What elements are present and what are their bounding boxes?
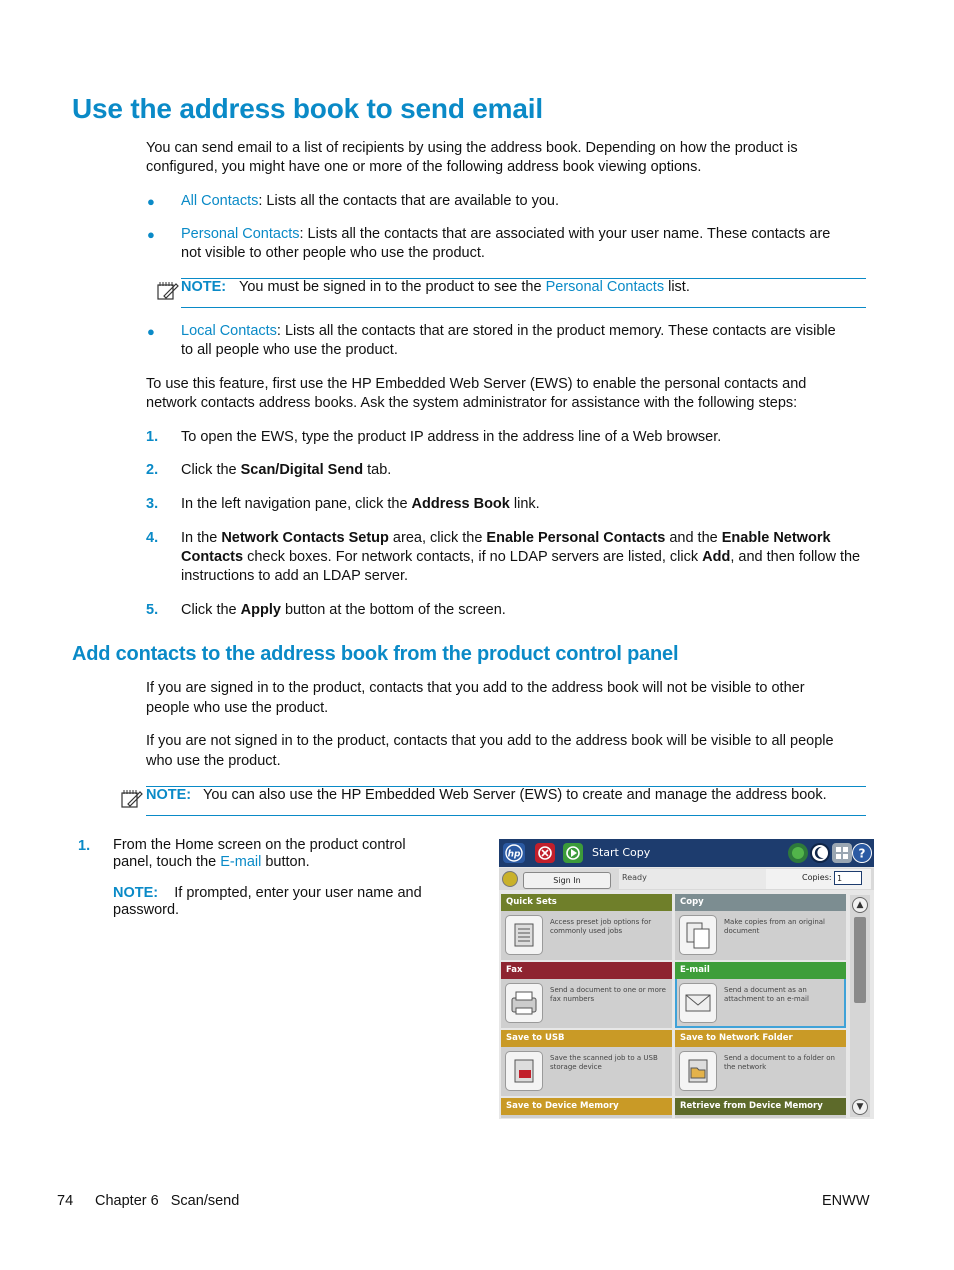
- step-text-part: tab.: [363, 462, 392, 478]
- all-contacts-link[interactable]: All Contacts: [181, 193, 259, 209]
- tile-quick-sets[interactable]: [501, 894, 672, 960]
- step-number: 1.: [146, 429, 159, 445]
- step-text: [181, 461, 871, 480]
- option-text: : Lists all the contacts that are available to you.: [258, 193, 560, 209]
- tile-description: Send a document to one or more fax numbers: [550, 986, 666, 1003]
- para-line: who use the product.: [146, 753, 281, 769]
- tile-title: Copy: [675, 894, 846, 911]
- note-label: NOTE:: [146, 787, 192, 803]
- scrollbar[interactable]: [850, 895, 870, 1117]
- start-copy-label[interactable]: Start Copy: [592, 846, 651, 859]
- option-text: : Lists all the contacts that are stored in the product memory. These contacts are visible: [276, 323, 836, 339]
- option-all-contacts: [181, 192, 871, 211]
- help-icon[interactable]: [852, 843, 872, 863]
- step-text: [181, 495, 871, 514]
- intro-paragraph: You can send email to a list of recipients by using the address book. Depending on how the product is configured, you might have one or more of the following address book viewing options.: [146, 140, 798, 175]
- tile-copy[interactable]: [675, 894, 846, 960]
- ui-term: Network Contacts Setup: [221, 530, 389, 546]
- tile-title: E-mail: [675, 962, 846, 979]
- page-title: Use the address book to send email: [72, 93, 543, 124]
- folder-icon: [679, 1051, 717, 1091]
- bullet-marker: ●: [147, 324, 155, 339]
- step-text-part: In the: [181, 530, 222, 546]
- tile-title: Save to Device Memory: [501, 1098, 672, 1115]
- svg-text:?: ?: [858, 846, 866, 861]
- footer-right: ENWW: [822, 1193, 870, 1209]
- hp-logo-icon: [503, 843, 525, 863]
- ui-term: Scan/Digital Send: [240, 462, 364, 478]
- option-local-contacts: [181, 322, 871, 360]
- scroll-down-icon[interactable]: ▼: [852, 1099, 868, 1115]
- personal-contacts-link[interactable]: Personal Contacts: [545, 279, 665, 295]
- quick-sets-icon: [505, 915, 543, 955]
- svg-text:hp: hp: [507, 849, 521, 860]
- option-text: : Lists all the contacts that are associated with your user name. These contacts are: [299, 226, 831, 242]
- ui-term: Address Book: [411, 496, 510, 512]
- step-text-part: button at the bottom of the screen.: [280, 602, 506, 618]
- tile-title: Quick Sets: [501, 894, 672, 911]
- para-line: people who use the product.: [146, 700, 329, 716]
- control-panel-topbar: [499, 839, 874, 867]
- stop-icon[interactable]: [535, 843, 555, 863]
- procedure-line-part: button.: [261, 854, 310, 870]
- option-text-line2: to all people who use the product.: [181, 342, 398, 358]
- control-panel-screenshot: [499, 839, 874, 1119]
- ui-term: Enable Network: [721, 530, 831, 546]
- note-text-after: list.: [664, 279, 690, 295]
- step-text: [181, 529, 881, 586]
- ui-term: Apply: [240, 602, 281, 618]
- note-text-before: You must be signed in to the product to see the: [239, 279, 546, 295]
- step-text-part: link.: [509, 496, 540, 512]
- procedure-line-part: panel, touch the: [113, 854, 221, 870]
- note-icon: [121, 788, 143, 814]
- control-panel-status-bar: [499, 868, 874, 890]
- step-text-part: check boxes. For network contacts, if no LDAP servers are listed, click: [243, 549, 703, 565]
- option-text-line2: not visible to other people who use the product.: [181, 245, 485, 261]
- chapter-label: Chapter 6 Scan/send: [95, 1193, 240, 1209]
- ews-line: To use this feature, first use the HP Embedded Web Server (EWS) to enable the personal contacts and: [146, 376, 807, 392]
- step-number: 5.: [146, 602, 159, 618]
- note-icon: [157, 280, 179, 306]
- step-number: 2.: [146, 462, 159, 478]
- step-number: 1.: [78, 838, 91, 854]
- step-number: 3.: [146, 496, 159, 512]
- ui-term: Enable Personal Contacts: [486, 530, 666, 546]
- section-title: Add contacts to the address book from the product control panel: [72, 643, 679, 665]
- tile-description: Access preset job options for commonly used jobs: [550, 918, 652, 935]
- procedure-text: [113, 837, 473, 919]
- ui-term: Add: [702, 549, 731, 565]
- scrollbar-thumb[interactable]: [854, 917, 866, 1003]
- tile-retrieve-from-device-memory[interactable]: [675, 1098, 846, 1118]
- tile-title: Retrieve from Device Memory: [675, 1098, 846, 1115]
- scroll-up-icon[interactable]: ▲: [852, 897, 868, 913]
- tile-description: Save the scanned job to a USB storage device: [550, 1054, 658, 1071]
- status-text: Ready: [619, 869, 767, 889]
- sign-in-button[interactable]: Sign In: [523, 872, 611, 889]
- step-text: [181, 601, 871, 620]
- email-icon: [679, 983, 717, 1023]
- option-personal-contacts: [181, 225, 871, 263]
- s2-paragraph-2: [146, 732, 866, 771]
- tile-save-to-usb[interactable]: [501, 1030, 672, 1096]
- page-number: 74: [57, 1193, 74, 1209]
- note-text: [239, 278, 869, 297]
- fax-icon: [505, 983, 543, 1023]
- step-text-part: area, click the: [388, 530, 487, 546]
- note-rule-bottom: [146, 815, 866, 816]
- copies-field: [766, 869, 871, 889]
- usb-icon: [505, 1051, 543, 1091]
- start-icon[interactable]: [563, 843, 583, 863]
- step-text-part: In the left navigation pane, click the: [181, 496, 412, 512]
- step-text-part: and the: [665, 530, 722, 546]
- note-text: You can also use the HP Embedded Web Server (EWS) to create and manage the address book.: [203, 787, 827, 803]
- tile-fax[interactable]: [501, 962, 672, 1028]
- para-line: If you are signed in to the product, contacts that you add to the address book will not be visible to other: [146, 680, 805, 696]
- local-contacts-link[interactable]: Local Contacts: [181, 323, 277, 339]
- procedure-line: From the Home screen on the product control: [113, 837, 406, 853]
- note-text: If prompted, enter your user name and: [174, 885, 422, 901]
- tile-title: Fax: [501, 962, 672, 979]
- bullet-marker: ●: [147, 194, 155, 209]
- copies-input[interactable]: 1: [834, 871, 862, 885]
- note-rule-bottom: [181, 307, 866, 308]
- copy-icon: [679, 915, 717, 955]
- home-icon[interactable]: [502, 871, 518, 887]
- tile-description: Make copies from an original document: [724, 918, 825, 935]
- step-text-part: instructions to add an LDAP server.: [181, 568, 409, 584]
- tile-description: Send a document to a folder on the network: [724, 1054, 835, 1071]
- settings-icon[interactable]: [832, 843, 852, 863]
- note-label: NOTE:: [181, 279, 227, 295]
- email-link[interactable]: E-mail: [220, 854, 262, 870]
- step-text-part: Click the: [181, 462, 241, 478]
- step-text: To open the EWS, type the product IP address in the address line of a Web browser.: [181, 429, 722, 445]
- step-text-part: , and then follow the: [730, 549, 861, 565]
- copies-label: Copies:: [802, 873, 832, 882]
- step-text-part: Click the: [181, 602, 241, 618]
- ews-line: network contacts address books. Ask the system administrator for assistance with the following steps:: [146, 395, 798, 411]
- personal-contacts-link[interactable]: Personal Contacts: [181, 226, 300, 242]
- tile-save-to-network-folder[interactable]: [675, 1030, 846, 1096]
- bullet-marker: ●: [147, 227, 155, 242]
- tile-save-to-device-memory[interactable]: [501, 1098, 672, 1118]
- step-number: 4.: [146, 530, 159, 546]
- note-text: password.: [113, 902, 180, 918]
- tile-title: Save to Network Folder: [675, 1030, 846, 1047]
- note-label: NOTE:: [113, 885, 159, 901]
- para-line: If you are not signed in to the product, contacts that you add to the address book will be visible to all people: [146, 733, 834, 749]
- network-icon[interactable]: [788, 843, 808, 863]
- ui-term: Contacts: [181, 549, 244, 565]
- tile-email[interactable]: [675, 962, 846, 1028]
- sleep-icon[interactable]: [810, 843, 830, 863]
- tile-description: Send a document as an attachment to an e-mail: [724, 986, 809, 1003]
- ews-paragraph: [146, 375, 866, 413]
- tile-title: Save to USB: [501, 1030, 672, 1047]
- s2-paragraph-1: [146, 679, 866, 718]
